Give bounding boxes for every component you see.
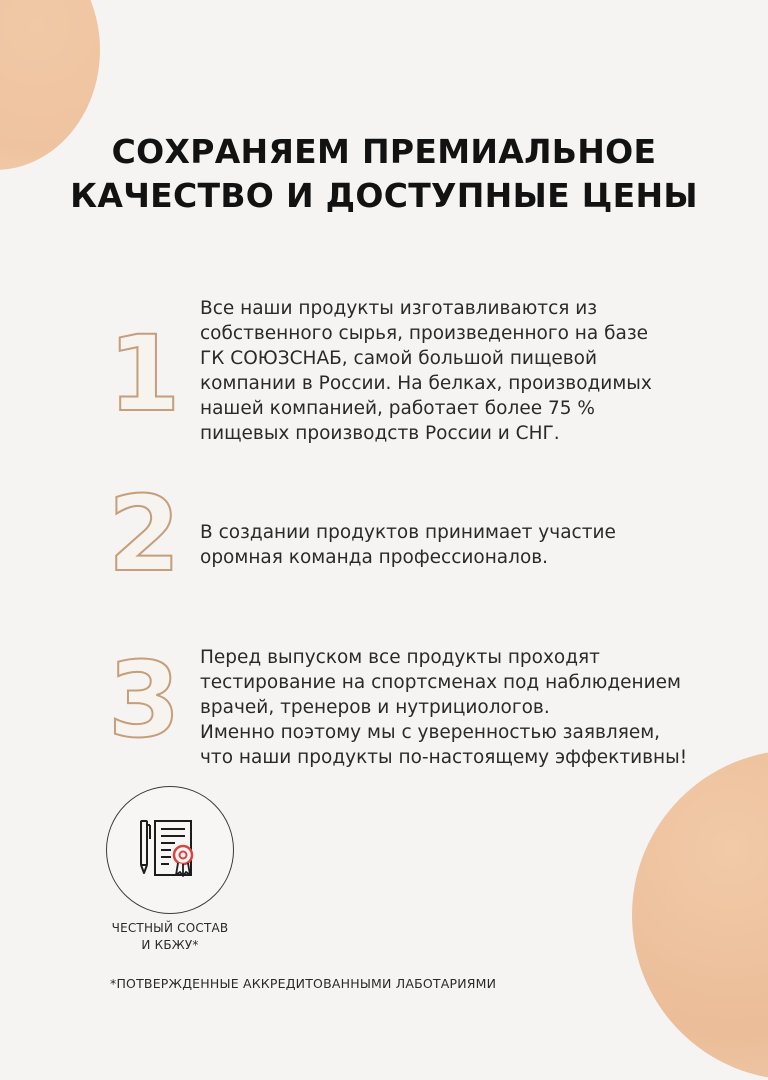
step-text-1: Все наши продукты изготавливаются из собственного сырья, произведенного на базе ГК СОЮЗСНАБ, самой большой пищевой компании в России. На белках, производимых нашей компанией, работает более 75 % пищевых производств России и СНГ. [200, 298, 652, 444]
decorative-circle-bottom-right [632, 750, 768, 1080]
step-text-3: Перед выпуском все продукты проходят тестирование на спортсменах под наблюдением врачей, тренеров и нутрициологов. Именно поэтому мы с уверенностью заявляем, что наши продукты по-настоящему эффективны! [200, 647, 688, 768]
step-text-2: В создании продуктов принимает участие оромная команда профессионалов. [200, 522, 616, 568]
badge-caption: ЧЕСТНЫЙ СОСТАВ И КБЖУ* [111, 921, 229, 952]
badge-circle [106, 786, 234, 914]
step-number-2: 2 [108, 473, 181, 595]
footnote: *ПОТВЕРЖДЕННЫЕ АККРЕДИТОВАННЫМИ ЛАБОТАРИЯМИ [110, 976, 497, 991]
page-title: СОХРАНЯЕМ ПРЕМИАЛЬНОЕ КАЧЕСТВО И ДОСТУПНЫЕ ЦЕНЫ [70, 132, 698, 215]
step-number-3: 3 [108, 639, 181, 761]
step-number-1: 1 [108, 313, 181, 435]
certificate-document-icon [135, 815, 205, 889]
